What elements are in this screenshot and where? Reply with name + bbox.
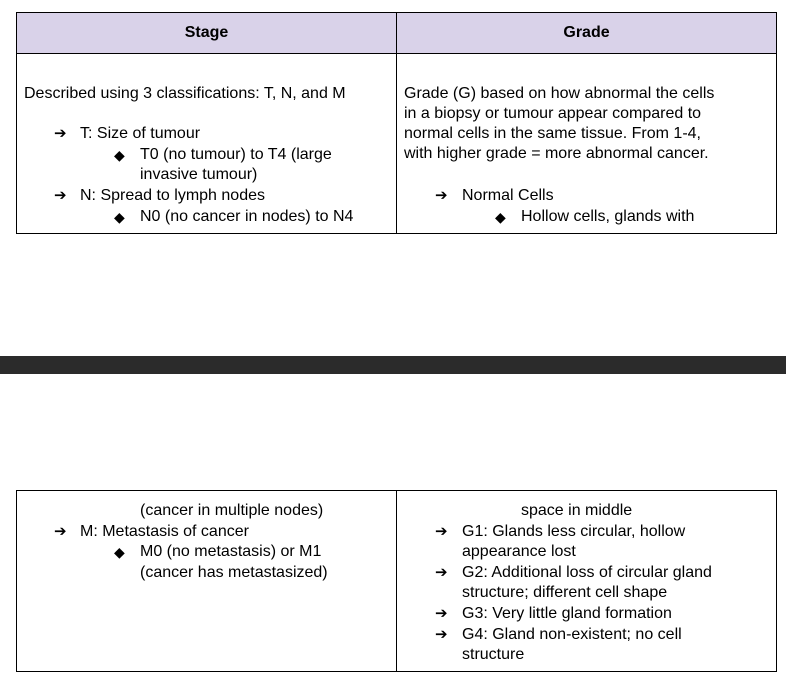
grade-normal-detail: Hollow cells, glands with: [521, 208, 695, 225]
stage-m-label: M: Metastasis of cancer: [80, 523, 249, 540]
table-bottom: [16, 490, 777, 672]
grade-intro-3: normal cells in the same tissue. From 1-4,: [404, 125, 701, 142]
stage-m-detail: M0 (no metastasis) or M1: [140, 543, 322, 560]
diamond-bullet-icon: ◆: [114, 209, 125, 225]
header-stage: [17, 13, 397, 53]
stage-t-detail: T0 (no tumour) to T4 (large: [140, 146, 332, 163]
grade-g4: G4: Gland non-existent; no cell: [462, 626, 682, 643]
grade-intro-4: with higher grade = more abnormal cancer.: [404, 145, 709, 162]
stage-cell: [17, 54, 397, 234]
arrow-icon: ➔: [435, 523, 448, 540]
grade-intro-1: Grade (G) based on how abnormal the cells: [404, 85, 715, 102]
arrow-icon: ➔: [435, 605, 448, 622]
grade-g1-cont: appearance lost: [462, 543, 576, 560]
stage-t-detail-cont: invasive tumour): [140, 166, 258, 183]
page-break-band: [0, 356, 786, 374]
arrow-icon: ➔: [435, 187, 448, 204]
arrow-icon: ➔: [54, 187, 67, 204]
grade-cell: [397, 54, 776, 234]
arrow-icon: ➔: [54, 125, 67, 142]
diamond-bullet-icon: ◆: [114, 147, 125, 163]
diamond-bullet-icon: ◆: [495, 209, 506, 225]
header-stage-label: Stage: [184, 24, 229, 41]
grade-intro-2: in a biopsy or tumour appear compared to: [404, 105, 702, 122]
table-top: [16, 12, 777, 234]
stage-t-label: T: Size of tumour: [80, 125, 201, 142]
grade-normal-detail-cont: space in middle: [521, 502, 633, 519]
table-header-row: [17, 13, 776, 54]
grade-g2-cont: structure; different cell shape: [462, 584, 668, 601]
stage-n-label: N: Spread to lymph nodes: [80, 187, 265, 204]
stage-n-detail: N0 (no cancer in nodes) to N4: [140, 208, 354, 225]
grade-normal-label: Normal Cells: [462, 187, 554, 204]
table-body-row: [17, 491, 776, 671]
header-grade: [397, 13, 776, 53]
arrow-icon: ➔: [54, 523, 67, 540]
table-body-row: [17, 54, 776, 234]
arrow-icon: ➔: [435, 626, 448, 643]
header-grade-label: Grade: [563, 24, 610, 41]
grade-g4-cont: structure: [462, 646, 525, 663]
stage-intro: Described using 3 classifications: T, N, and M: [24, 85, 346, 102]
diamond-bullet-icon: ◆: [114, 544, 125, 560]
stage-n-detail-cont: (cancer in multiple nodes): [140, 502, 324, 519]
arrow-icon: ➔: [435, 564, 448, 581]
grade-g2: G2: Additional loss of circular gland: [462, 564, 712, 581]
stage-m-detail-cont: (cancer has metastasized): [140, 564, 328, 581]
grade-cell-continued: [397, 491, 776, 671]
stage-cell-continued: [17, 491, 397, 671]
grade-g1: G1: Glands less circular, hollow: [462, 523, 686, 540]
grade-g3: G3: Very little gland formation: [462, 605, 672, 622]
